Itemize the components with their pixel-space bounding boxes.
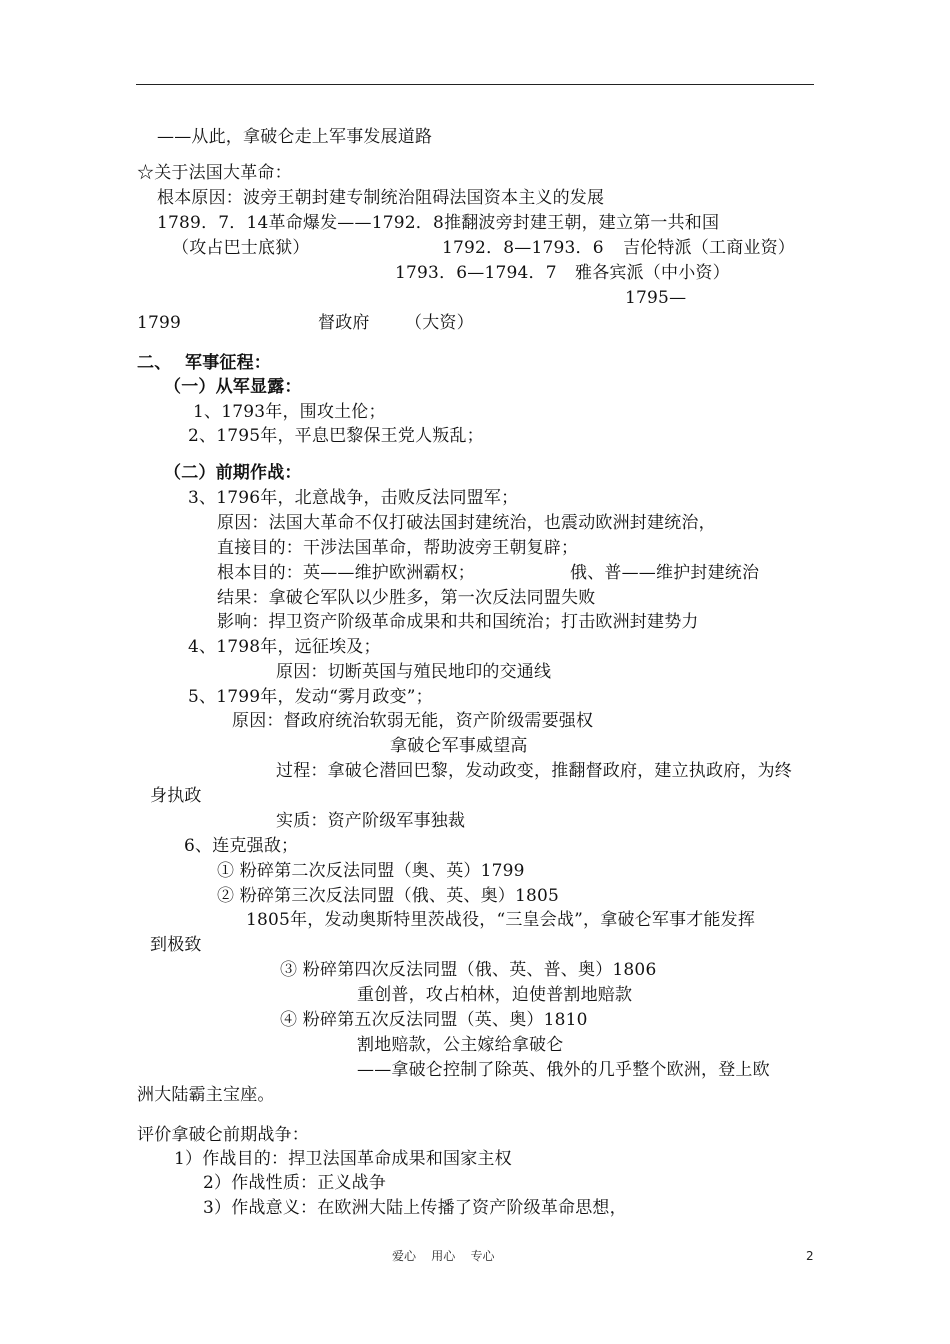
page-number: 2	[806, 1249, 814, 1263]
text-line: 1789．7．14革命爆发——1792．8推翻波旁封建王朝，建立第一共和国	[157, 213, 720, 233]
text-line: 1792．8—1793．6	[442, 238, 604, 258]
text-line: 吉伦特派（工商业资）	[623, 238, 795, 258]
list-item: ③ 粉碎第四次反法同盟（俄、英、普、奥）1806	[280, 960, 657, 980]
section-heading: ☆关于法国大革命：	[137, 163, 292, 183]
subsection-heading: （一）从军显露：	[164, 377, 302, 397]
text-line: 雅各宾派（中小资）	[575, 263, 730, 283]
text-line: 割地赔款，公主嫁给拿破仑	[357, 1035, 564, 1055]
text-line: 根本目的：英——维护欧洲霸权；	[217, 563, 475, 583]
text-line: 俄、普——维护封建统治	[570, 563, 760, 583]
text-line: （攻占巴士底狱）	[172, 238, 310, 258]
text-line: 拿破仑军事威望高	[390, 736, 528, 756]
text-line: 督政府	[318, 313, 370, 333]
text-line: 直接目的：干涉法国革命，帮助波旁王朝复辟；	[217, 538, 579, 558]
text-line: 1793．6—1794．7	[395, 263, 557, 283]
list-item: ② 粉碎第三次反法同盟（俄、英、奥）1805	[217, 886, 560, 906]
text-line: 5、1799年，发动“雾月政变”；	[188, 687, 433, 707]
text-line: 4、1798年，远征埃及；	[188, 637, 381, 657]
text-line: 结果：拿破仑军队以少胜多，第一次反法同盟失败	[217, 588, 596, 608]
list-item: ④ 粉碎第五次反法同盟（英、奥）1810	[280, 1010, 588, 1030]
text-line: 影响：捍卫资产阶级革命成果和共和国统治；打击欧洲封建势力	[217, 612, 699, 632]
text-line: 根本原因：波旁王朝封建专制统治阻碍法国资本主义的发展	[157, 188, 605, 208]
text-line: 3、1796年，北意战争，击败反法同盟军；	[188, 488, 519, 508]
text-line: 6、连克强敌；	[184, 836, 299, 856]
text-line: ——从此，拿破仑走上军事发展道路	[157, 127, 433, 147]
header-rule	[136, 84, 814, 85]
section-heading: 评价拿破仑前期战争：	[137, 1125, 309, 1145]
text-line: 重创普，攻占柏林，迫使普割地赔款	[357, 985, 633, 1005]
subsection-heading: （二）前期作战：	[164, 463, 302, 483]
text-line: 洲大陆霸主宝座。	[137, 1085, 275, 1105]
text-line: ——拿破仑控制了除英、俄外的几乎整个欧洲，登上欧	[357, 1060, 770, 1080]
footer-text: 爱心 用心 专心	[392, 1249, 495, 1263]
text-line: 原因：法国大革命不仅打破法国封建统治，也震动欧洲封建统治，	[217, 513, 716, 533]
list-item: 3）作战意义：在欧洲大陆上传播了资产阶级革命思想，	[203, 1198, 627, 1218]
text-line: 过程：拿破仑潜回巴黎，发动政变，推翻督政府，建立执政府，为终	[276, 761, 792, 781]
text-line: 1、1793年，围攻土伦；	[193, 402, 386, 422]
list-item: 2）作战性质：正义战争	[203, 1173, 387, 1193]
section-heading: 军事征程：	[185, 353, 271, 373]
list-item: ① 粉碎第二次反法同盟（奥、英）1799	[217, 861, 525, 881]
text-line: 2、1795年，平息巴黎保王党人叛乱；	[188, 426, 484, 446]
text-line: 实质：资产阶级军事独裁	[276, 811, 466, 831]
text-line: （大资）	[405, 313, 474, 333]
text-line: 原因：切断英国与殖民地印的交通线	[276, 662, 552, 682]
text-line: 原因：督政府统治软弱无能，资产阶级需要强权	[232, 711, 594, 731]
list-item: 1）作战目的：捍卫法国革命成果和国家主权	[174, 1149, 512, 1169]
text-line: 1795—	[625, 288, 687, 308]
text-line: 1799	[137, 313, 182, 333]
text-line: 到极致	[150, 935, 202, 955]
text-line: 身执政	[150, 786, 202, 806]
section-number: 二、	[137, 353, 172, 373]
text-line: 1805年，发动奥斯特里茨战役，“三皇会战”，拿破仑军事才能发挥	[246, 910, 756, 930]
